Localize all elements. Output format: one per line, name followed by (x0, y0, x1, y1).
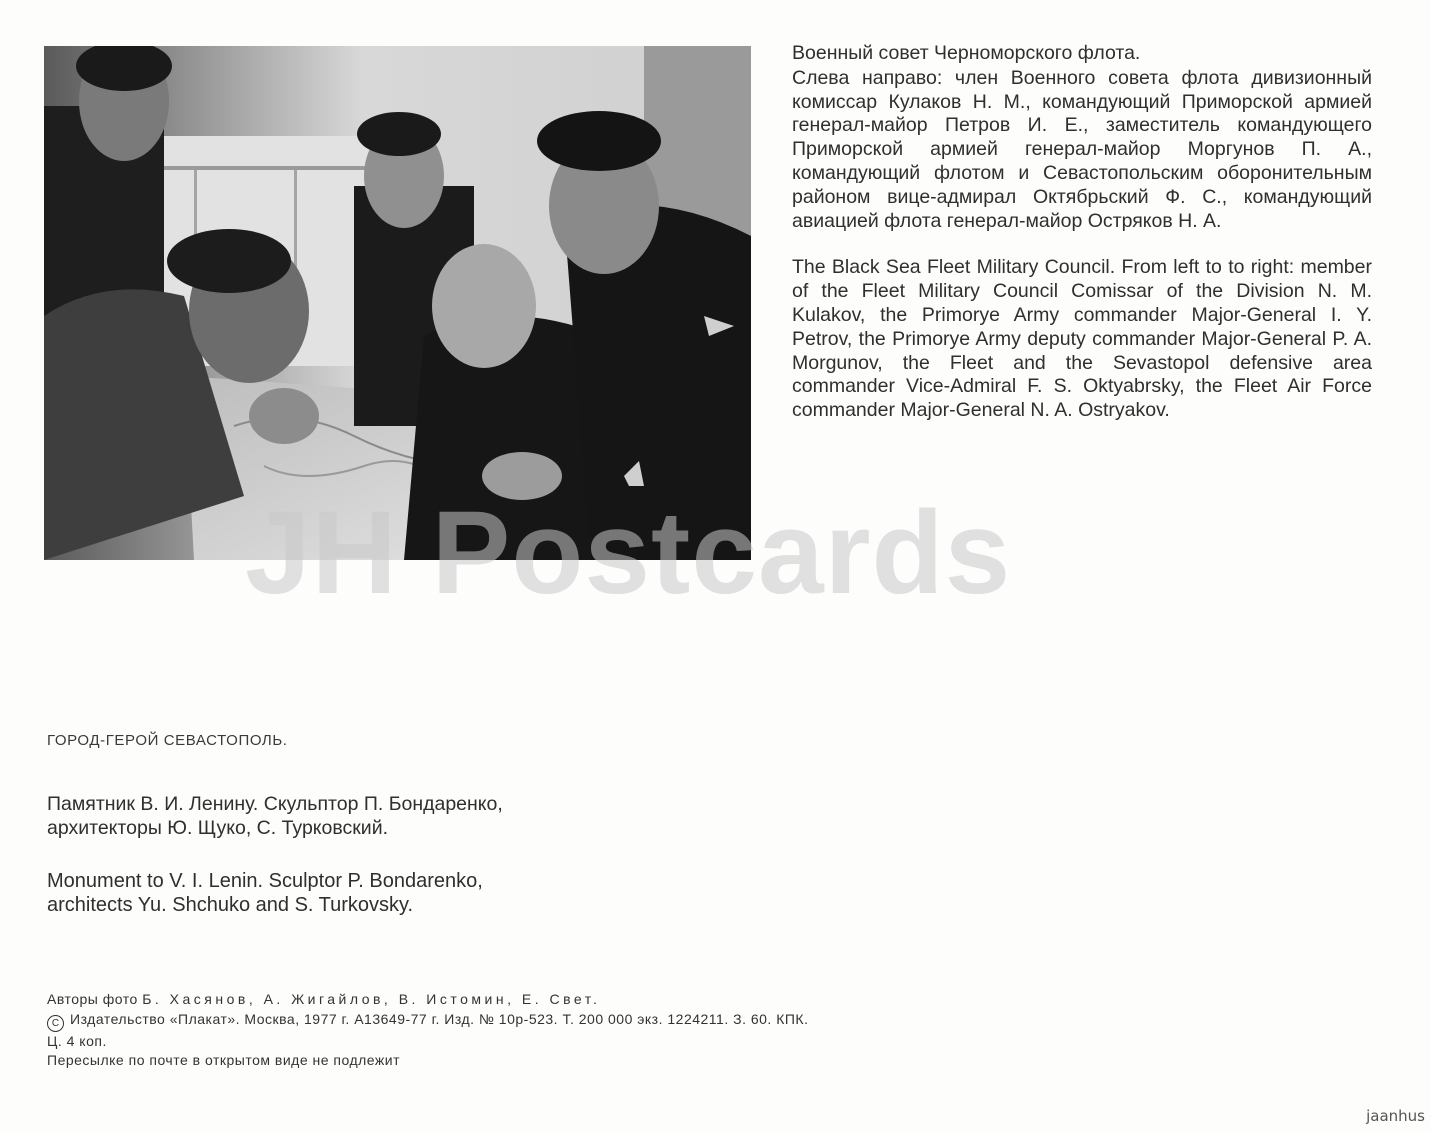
imprint-publisher-line (47, 1010, 808, 1032)
caption-en-body: The Black Sea Fleet Military Council. From left to to right: member of the Fleet Military Council Comissar of the Division N. M. Kulakov, the Primorye Army commander Major-General I. Y. Petrov, the Primorye Army deputy commander Major-General P. A. Morgunov, the Fleet and the Sevastopol defensive area commander Vice-Admiral F. S. Oktyabrsky, the Fleet Air Force commander Major-General N. A. Ostryakov. (792, 256, 1372, 422)
site-mark: jaanhus (1366, 1107, 1425, 1125)
imprint-authors-label: Авторы фото (47, 991, 138, 1007)
copyright-icon: C (47, 1015, 64, 1032)
military-council-photo-image (44, 46, 751, 560)
monument-ru-line2: архитекторы Ю. Щуко, С. Турковский. (47, 817, 389, 839)
monument-caption-ru (47, 792, 647, 840)
caption-ru-title: Военный совет Черноморского флота. (792, 42, 1141, 64)
imprint (47, 990, 808, 1071)
monument-caption-en (47, 869, 647, 917)
imprint-authors-names: Б. Хасянов, А. Жигайлов, В. Истомин, Е. Свет. (142, 991, 601, 1007)
monument-en-line1: Monument to V. I. Lenin. Sculptor P. Bondarenko, (47, 870, 483, 892)
imprint-mail-note: Пересылке по почте в открытом виде не подлежит (47, 1052, 401, 1068)
imprint-price: Ц. 4 коп. (47, 1032, 107, 1049)
imprint-publisher: Издательство «Плакат». Москва, 1977 г. А13649-77 г. Изд. № 10р-523. Т. 200 000 экз. 1224211. З. 60. КПК. (70, 1010, 809, 1027)
series-title: ГОРОД-ГЕРОЙ СЕВАСТОПОЛЬ. (47, 732, 288, 749)
photo-caption (792, 42, 1372, 423)
watermark: JH Postcards (245, 487, 1012, 619)
monument-ru-line1: Памятник В. И. Ленину. Скульптор П. Бондаренко, (47, 793, 503, 815)
imprint-authors (47, 990, 808, 1010)
caption-ru-body: Слева направо: член Военного совета флота дивизионный комиссар Кулаков Н. М., командующий Приморской армией генерал-майор Петров И. Е., заместитель командующего Приморской армией генерал-майор Моргунов П. А., командующий флотом и Севастопольским оборонительным районом вице-адмирал Октябрьский Ф. С., командующий авиацией флота генерал-майор Остряков Н. А. (792, 66, 1372, 232)
archival-photo (44, 46, 751, 560)
monument-en-line2: architects Yu. Shchuko and S. Turkovsky. (47, 894, 414, 916)
